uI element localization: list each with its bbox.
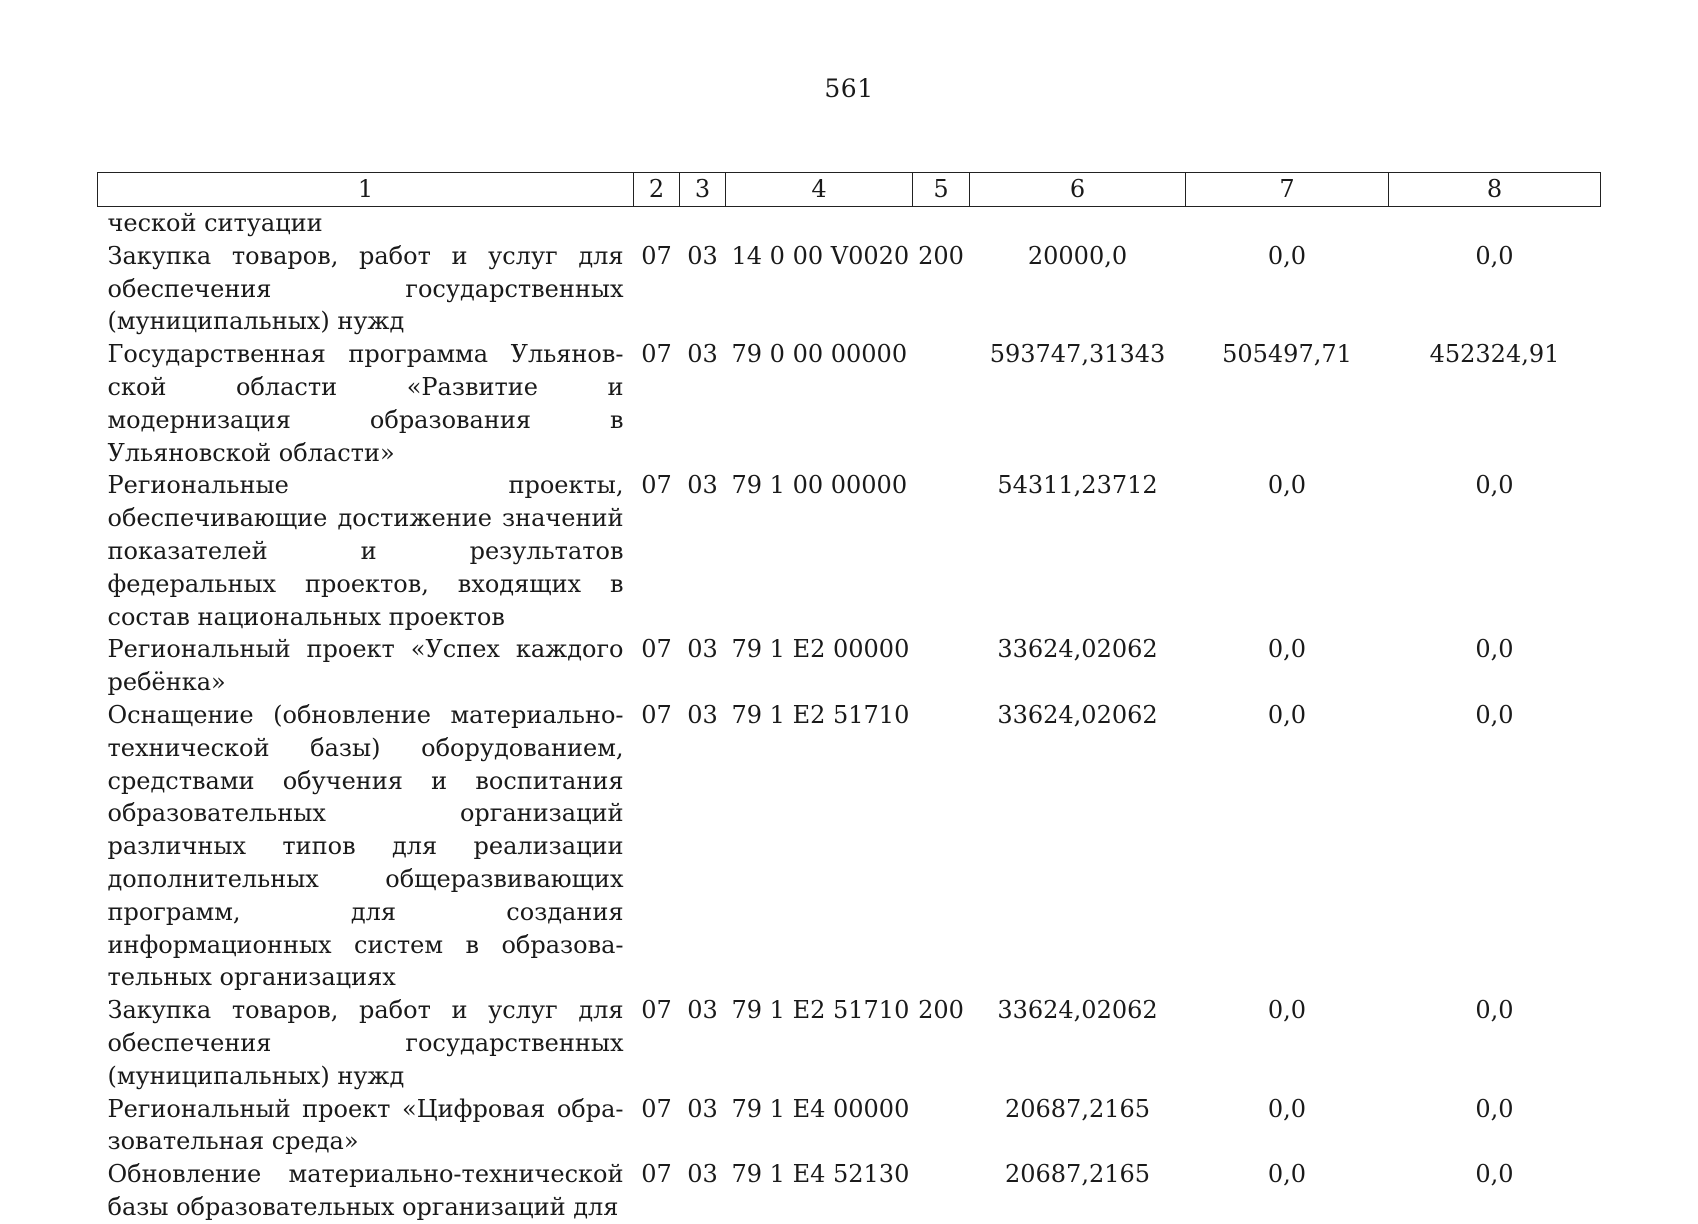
row-section-code: 07 xyxy=(641,241,672,270)
budget-table xyxy=(97,172,1601,1224)
row-amount-col7: 0,0 xyxy=(1267,700,1307,729)
row-expense-type-code xyxy=(913,207,970,240)
row-subsection-code: 03 xyxy=(687,700,718,729)
row-section-code: 07 xyxy=(641,340,672,369)
header-col-7: 7 xyxy=(1186,173,1389,207)
row-target-item-code: 79 1 E2 00000 xyxy=(731,635,910,664)
row-amount-col6: 20687,2165 xyxy=(1004,1160,1151,1189)
table-row xyxy=(98,633,1601,699)
row-subsection-code: 03 xyxy=(687,471,718,500)
row-amount-col6: 54311,23712 xyxy=(997,471,1158,500)
row-section-code: 07 xyxy=(641,635,672,664)
row-name: Закупка товаров, работ и услуг для обеспечения государственных (муниципальных) нужд xyxy=(107,241,624,336)
row-amount-col8: 0,0 xyxy=(1475,700,1514,729)
row-subsection-code: 03 xyxy=(687,996,718,1025)
row-subsection-code: 03 xyxy=(687,1160,718,1189)
row-target-item-code: 79 1 E2 51710 xyxy=(731,996,910,1025)
row-target-item-code: 79 1 E2 51710 xyxy=(731,700,910,729)
row-subsection-code: 03 xyxy=(687,635,718,664)
table-row xyxy=(98,994,1601,1092)
header-col-2: 2 xyxy=(634,173,680,207)
row-amount-col8: 0,0 xyxy=(1475,1160,1514,1189)
row-name: Оснащение (обновление материально-технической базы) оборудованием, средствами обучения и воспитания образовательных организаций различных типов для реализации дополнительных общеразвивающих программ, для создания информационных систем в образовательных организациях xyxy=(107,700,624,992)
row-expense-type-code xyxy=(913,633,970,699)
row-expense-type-code: 200 xyxy=(918,996,964,1025)
row-target-item-code: 79 1 E4 00000 xyxy=(731,1094,910,1123)
row-name: Государственная программа Ульяновской области «Развитие и модернизация образования в Ульяновской области» xyxy=(107,340,624,467)
row-amount-col8: 0,0 xyxy=(1475,241,1514,270)
row-amount-col8 xyxy=(1389,207,1601,240)
row-subsection-code: 03 xyxy=(687,241,718,270)
header-col-1: 1 xyxy=(98,173,634,207)
row-name: Региональный проект «Цифровая образовательная среда» xyxy=(107,1094,624,1156)
table-row xyxy=(98,338,1601,469)
row-target-item-code: 14 0 00 V0020 xyxy=(731,241,910,270)
table-row xyxy=(98,1158,1601,1224)
row-expense-type-code xyxy=(913,1158,970,1224)
row-expense-type-code xyxy=(913,1093,970,1159)
row-amount-col7 xyxy=(1186,207,1389,240)
row-amount-col6: 20687,2165 xyxy=(1004,1094,1151,1123)
row-name: Обновление материально-технической базы образовательных организаций для xyxy=(107,1160,624,1221)
page-number: 561 xyxy=(824,74,874,103)
row-amount-col6: 33624,02062 xyxy=(997,700,1158,729)
row-subsection-code xyxy=(680,207,726,240)
row-amount-col7: 505497,71 xyxy=(1222,340,1352,369)
row-target-item-code: 79 0 00 00000 xyxy=(731,340,908,369)
row-section-code: 07 xyxy=(641,700,672,729)
table-row xyxy=(98,207,1601,240)
row-subsection-code: 03 xyxy=(687,340,718,369)
row-section-code: 07 xyxy=(641,1160,672,1189)
table-row xyxy=(98,240,1601,338)
row-section-code: 07 xyxy=(641,1094,672,1123)
row-amount-col7: 0,0 xyxy=(1267,241,1307,270)
header-col-3: 3 xyxy=(680,173,726,207)
header-col-6: 6 xyxy=(970,173,1186,207)
row-target-item-code: 79 1 E4 52130 xyxy=(731,1160,910,1189)
row-amount-col8: 0,0 xyxy=(1475,1094,1514,1123)
row-section-code: 07 xyxy=(641,996,672,1025)
row-amount-col7: 0,0 xyxy=(1267,1094,1307,1123)
row-amount-col6: 33624,02062 xyxy=(997,996,1158,1025)
table-row xyxy=(98,699,1601,994)
table-body xyxy=(98,207,1601,1224)
row-amount-col8: 0,0 xyxy=(1475,996,1514,1025)
header-col-4: 4 xyxy=(726,173,913,207)
header-col-8: 8 xyxy=(1389,173,1601,207)
row-amount-col8: 452324,91 xyxy=(1429,340,1560,369)
header-col-5: 5 xyxy=(913,173,970,207)
row-name: Региональный проект «Успех каждого ребёнка» xyxy=(107,635,624,697)
row-expense-type-code xyxy=(913,469,970,633)
row-expense-type-code xyxy=(913,338,970,469)
row-target-item-code: 79 1 00 00000 xyxy=(731,471,908,500)
row-name: Региональные проекты, обеспечивающие достижение значений показателей и результатов федеральных проектов, входящих в состав национальных проектов xyxy=(107,471,624,631)
row-amount-col7: 0,0 xyxy=(1267,471,1307,500)
row-target-item-code xyxy=(726,207,913,240)
row-amount-col8: 0,0 xyxy=(1475,471,1514,500)
row-amount-col7: 0,0 xyxy=(1267,996,1307,1025)
table-row xyxy=(98,1093,1601,1159)
header-row xyxy=(98,173,1601,207)
row-section-code: 07 xyxy=(641,471,672,500)
row-expense-type-code xyxy=(913,699,970,994)
row-name: Закупка товаров, работ и услуг для обеспечения государственных (муниципальных) нужд xyxy=(107,996,624,1090)
row-amount-col7: 0,0 xyxy=(1267,635,1307,664)
table-header xyxy=(98,173,1601,207)
row-amount-col6: 33624,02062 xyxy=(997,635,1158,664)
table-row xyxy=(98,469,1601,633)
row-amount-col6: 20000,0 xyxy=(1027,241,1128,270)
row-amount-col6: 593747,31343 xyxy=(989,340,1166,369)
row-subsection-code: 03 xyxy=(687,1094,718,1123)
row-amount-col6 xyxy=(970,207,1186,240)
row-expense-type-code: 200 xyxy=(918,241,964,270)
row-amount-col7: 0,0 xyxy=(1267,1160,1307,1189)
row-section-code xyxy=(634,207,680,240)
row-amount-col8: 0,0 xyxy=(1475,635,1514,664)
row-name: ческой ситуации xyxy=(107,209,323,237)
